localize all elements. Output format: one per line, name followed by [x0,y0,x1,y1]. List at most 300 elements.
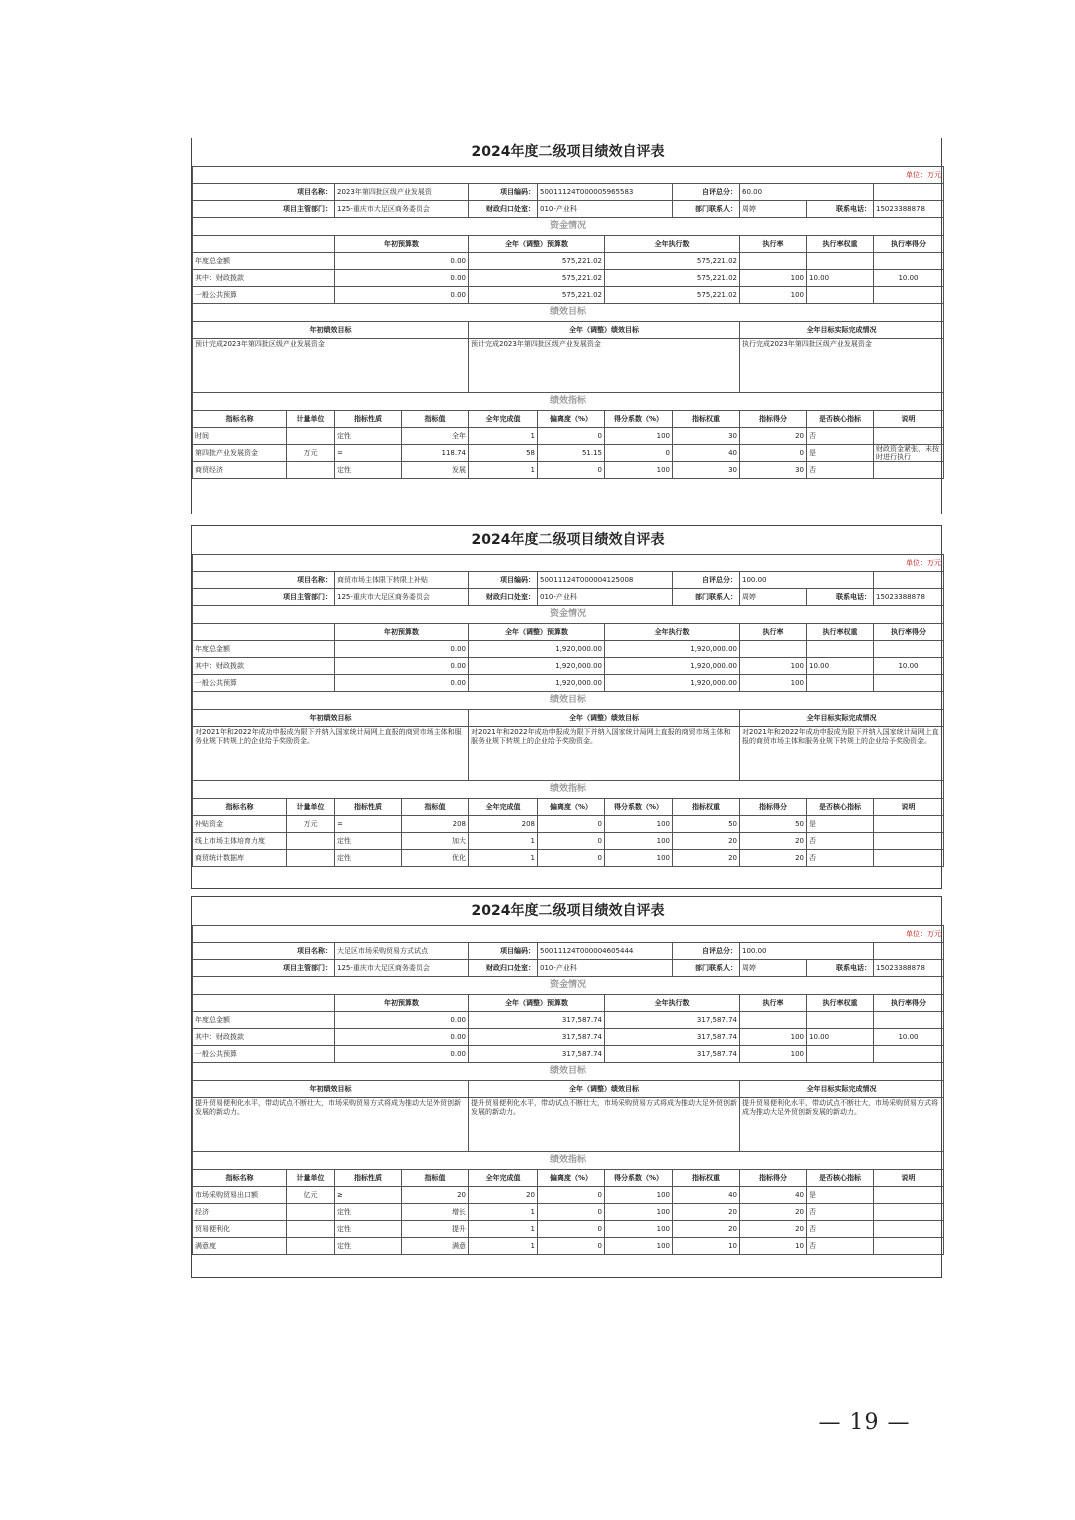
indicator-name: 第四批产业发展资金 [193,445,287,462]
funds-executed: 317,587.74 [605,1029,740,1046]
indicator-header: 说明 [874,799,944,816]
indicator-unit [287,1238,335,1255]
indicator-done: 1 [469,1221,538,1238]
project-name-label: 项目名称： [193,572,335,589]
indicator-weight: 30 [673,428,740,445]
self-score: 60.00 [740,184,874,201]
indicator-coefficient: 100 [605,462,673,479]
self-score: 100.00 [740,943,874,960]
funds-adjusted: 575,221.02 [469,253,605,270]
funds-header: 执行率得分 [874,624,944,641]
indicator-coefficient: 100 [605,1238,673,1255]
indicator-deviation: 51.15 [538,445,605,462]
indicator-weight: 20 [673,1221,740,1238]
indicator-header: 得分系数（%） [605,799,673,816]
funds-header: 执行率 [740,236,807,253]
indicator-unit [287,462,335,479]
funds-executed: 1,920,000.00 [605,658,740,675]
funds-initial: 0.00 [335,270,469,287]
indicator-header: 指标性质 [335,1170,402,1187]
indicator-header: 全年完成值 [469,1170,538,1187]
funds-header: 执行率得分 [874,995,944,1012]
indicator-row [193,1238,944,1255]
funds-rate: 100 [740,1029,807,1046]
project-code: 50011124T000005965583 [538,184,673,201]
funds-initial: 0.00 [335,1046,469,1063]
funds-header: 执行率 [740,995,807,1012]
indicator-deviation: 0 [538,850,605,867]
indicator-deviation: 0 [538,1238,605,1255]
indicator-nature: = [335,445,402,462]
unit-label: 单位：万元 [193,555,944,572]
indicator-header: 指标名称 [193,799,287,816]
funds-adjusted: 317,587.74 [469,1029,605,1046]
indicator-core: 否 [807,1238,874,1255]
goals-section-title: 绩效目标 [193,692,944,710]
funds-header: 执行率权重 [807,236,874,253]
indicator-header: 指标权重 [673,1170,740,1187]
indicator-weight: 40 [673,1187,740,1204]
indicator-done: 1 [469,833,538,850]
funds-header: 全年执行数 [605,624,740,641]
indicator-weight: 20 [673,850,740,867]
goals-header: 年初绩效目标 [193,710,469,727]
funds-initial: 0.00 [335,253,469,270]
project-code: 50011124T000004605444 [538,943,673,960]
funds-rate [740,641,807,658]
table-title: 2024年度二级项目绩效自评表 [193,897,944,926]
indicator-row [193,1221,944,1238]
dept: 125-重庆市大足区商务委员会 [335,589,469,606]
indicator-core: 否 [807,1221,874,1238]
indicator-row [193,850,944,867]
indicator-row [193,833,944,850]
indicator-core: 否 [807,850,874,867]
unit-label: 单位：万元 [193,167,944,184]
funds-adjusted: 317,587.74 [469,1012,605,1029]
funds-row-label: 其中：财政拨款 [193,658,335,675]
phone: 15023388878 [874,960,944,977]
funds-rate: 100 [740,658,807,675]
indicator-coefficient: 100 [605,850,673,867]
indicator-value: 20 [402,1187,469,1204]
indicator-note [874,1204,944,1221]
indicator-header: 指标值 [402,799,469,816]
contact-person: 周婷 [740,960,807,977]
indicator-value: 优化 [402,850,469,867]
indicator-nature: ≥ [335,1187,402,1204]
contact-person-label: 部门联系人： [673,201,740,218]
project-code: 50011124T000004125008 [538,572,673,589]
indicator-header: 得分系数（%） [605,1170,673,1187]
indicator-coefficient: 100 [605,1204,673,1221]
funds-header: 全年（调整）预算数 [469,236,605,253]
indicator-done: 1 [469,850,538,867]
funds-executed: 575,221.02 [605,270,740,287]
phone-label: 联系电话： [807,960,874,977]
empty-cell [193,995,335,1012]
indicator-coefficient: 0 [605,445,673,462]
indicator-note: 财政资金紧张，未按时进行执行 [874,445,944,462]
indicator-note [874,462,944,479]
indicator-header: 指标值 [402,411,469,428]
indicator-unit: 万元 [287,816,335,833]
indicator-coefficient: 100 [605,833,673,850]
indicator-header: 是否核心指标 [807,799,874,816]
indicator-row [193,1187,944,1204]
funds-section-title: 资金情况 [193,606,944,624]
indicator-weight: 10 [673,1238,740,1255]
indicator-score: 10 [740,1238,807,1255]
indicators-section-title: 绩效指标 [193,781,944,799]
goal-initial-text: 提升贸易便利化水平，带动试点不断壮大，市场采购贸易方式将成为推动大足外贸创新发展的新动力。 [193,1098,469,1152]
goal-completion-text: 执行完成2023年第四批区级产业发展资金 [740,339,944,393]
funds-row-label: 年度总金额 [193,1012,335,1029]
indicator-header: 计量单位 [287,411,335,428]
self-score: 100.00 [740,572,874,589]
indicator-row [193,1204,944,1221]
funds-row-label: 一般公共预算 [193,1046,335,1063]
empty-cell [874,943,944,960]
table-title: 2024年度二级项目绩效自评表 [193,138,944,167]
funds-row-label: 年度总金额 [193,641,335,658]
funds-executed: 575,221.02 [605,287,740,304]
self-score-label: 自评总分： [673,572,740,589]
contact-person: 周婷 [740,589,807,606]
indicator-value: 满意 [402,1238,469,1255]
indicator-core: 否 [807,1204,874,1221]
indicator-name: 商贸经济 [193,462,287,479]
indicator-name: 经济 [193,1204,287,1221]
indicator-unit [287,850,335,867]
indicator-name: 满意度 [193,1238,287,1255]
funds-score [874,253,944,270]
indicator-weight: 40 [673,445,740,462]
project-code-label: 项目编码： [469,184,538,201]
goal-adjusted-text: 提升贸易便利化水平，带动试点不断壮大，市场采购贸易方式将成为推动大足外贸创新发展的新动力。 [469,1098,740,1152]
funds-header: 执行率 [740,624,807,641]
indicator-score: 20 [740,850,807,867]
contact-person: 周婷 [740,201,807,218]
goals-header: 年初绩效目标 [193,1081,469,1098]
funds-header: 执行率权重 [807,624,874,641]
indicator-core: 是 [807,816,874,833]
indicator-header: 指标值 [402,1170,469,1187]
indicator-done: 20 [469,1187,538,1204]
funds-weight [807,287,874,304]
empty-cell [874,184,944,201]
funds-initial: 0.00 [335,1029,469,1046]
funds-rate: 100 [740,270,807,287]
funds-row-label: 其中：财政拨款 [193,1029,335,1046]
indicator-deviation: 0 [538,428,605,445]
contact-person-label: 部门联系人： [673,589,740,606]
indicator-value: 增长 [402,1204,469,1221]
goal-completion-text: 对2021年和2022年成功申报成为限下并纳入国家统计局网上直报的商贸市场主体和服务业规下转规上的企业给予奖励资金。 [740,727,944,781]
indicator-row [193,462,944,479]
indicator-value: 全年 [402,428,469,445]
finance-office-label: 财政归口处室： [469,201,538,218]
goal-initial-text: 对2021年和2022年成功申报成为限下并纳入国家统计局网上直报的商贸市场主体和服务业规下转规上的企业给予奖励资金。 [193,727,469,781]
funds-rate [740,1012,807,1029]
funds-score [874,1046,944,1063]
dept: 125-重庆市大足区商务委员会 [335,960,469,977]
indicator-deviation: 0 [538,462,605,479]
indicator-weight: 50 [673,816,740,833]
funds-adjusted: 1,920,000.00 [469,641,605,658]
indicator-unit [287,428,335,445]
funds-adjusted: 575,221.02 [469,287,605,304]
funds-rate: 100 [740,1046,807,1063]
indicator-coefficient: 100 [605,1221,673,1238]
funds-adjusted: 575,221.02 [469,270,605,287]
finance-office-label: 财政归口处室： [469,589,538,606]
funds-initial: 0.00 [335,658,469,675]
indicator-deviation: 0 [538,1187,605,1204]
indicator-core: 是 [807,1187,874,1204]
evaluation-table-1 [191,138,942,514]
dept-label: 项目主管部门： [193,589,335,606]
indicators-section-title: 绩效指标 [193,393,944,411]
indicator-nature: 定性 [335,1238,402,1255]
finance-office: 010-产业科 [538,201,673,218]
project-name-label: 项目名称： [193,943,335,960]
goals-header: 全年（调整）绩效目标 [469,710,740,727]
goals-section-title: 绩效目标 [193,1063,944,1081]
funds-weight: 10.00 [807,1029,874,1046]
funds-header: 年初预算数 [335,624,469,641]
indicator-coefficient: 100 [605,816,673,833]
indicator-header: 是否核心指标 [807,411,874,428]
evaluation-table [192,526,944,867]
indicator-value: 118.74 [402,445,469,462]
indicator-done: 1 [469,428,538,445]
indicator-header: 指标权重 [673,799,740,816]
table-title: 2024年度二级项目绩效自评表 [193,526,944,555]
indicator-value: 提升 [402,1221,469,1238]
indicator-note [874,1221,944,1238]
funds-rate: 100 [740,287,807,304]
indicator-core: 否 [807,833,874,850]
goal-completion-text: 提升贸易便利化水平，带动试点不断壮大，市场采购贸易方式将成为推动大足外贸创新发展的新动力。 [740,1098,944,1152]
indicator-nature: 定性 [335,1204,402,1221]
indicator-header: 偏离度（%） [538,799,605,816]
indicator-deviation: 0 [538,1221,605,1238]
phone-label: 联系电话： [807,589,874,606]
goal-adjusted-text: 对2021年和2022年成功申报成为限下并纳入国家统计局网上直报的商贸市场主体和服务业规下转规上的企业给予奖励资金。 [469,727,740,781]
funds-initial: 0.00 [335,675,469,692]
contact-person-label: 部门联系人： [673,960,740,977]
funds-header: 全年（调整）预算数 [469,624,605,641]
funds-score: 10.00 [874,270,944,287]
indicator-row [193,445,944,462]
indicator-deviation: 0 [538,833,605,850]
indicator-nature: 定性 [335,833,402,850]
indicator-header: 得分系数（%） [605,411,673,428]
funds-score [874,641,944,658]
indicator-weight: 30 [673,462,740,479]
indicator-done: 58 [469,445,538,462]
funds-initial: 0.00 [335,641,469,658]
phone-label: 联系电话： [807,201,874,218]
indicator-core: 是 [807,445,874,462]
evaluation-table-3 [191,896,942,1278]
indicator-note [874,428,944,445]
indicator-unit [287,833,335,850]
funds-row-label: 一般公共预算 [193,675,335,692]
indicator-score: 50 [740,816,807,833]
funds-adjusted: 317,587.74 [469,1046,605,1063]
indicator-header: 说明 [874,411,944,428]
finance-office-label: 财政归口处室： [469,960,538,977]
funds-rate: 100 [740,675,807,692]
funds-header: 执行率权重 [807,995,874,1012]
indicator-header: 指标得分 [740,1170,807,1187]
indicator-score: 0 [740,445,807,462]
project-name-label: 项目名称： [193,184,335,201]
indicator-header: 指标得分 [740,799,807,816]
phone: 15023388878 [874,589,944,606]
self-score-label: 自评总分： [673,184,740,201]
funds-executed: 317,587.74 [605,1012,740,1029]
indicator-note [874,1187,944,1204]
goals-header: 全年（调整）绩效目标 [469,322,740,339]
indicator-nature: 定性 [335,428,402,445]
indicator-header: 计量单位 [287,1170,335,1187]
self-score-label: 自评总分： [673,943,740,960]
funds-weight [807,253,874,270]
indicator-unit [287,1221,335,1238]
indicator-header: 指标权重 [673,411,740,428]
evaluation-table-2 [191,525,942,889]
indicator-score: 20 [740,1221,807,1238]
funds-row-label: 其中：财政拨款 [193,270,335,287]
funds-header: 全年执行数 [605,236,740,253]
indicator-done: 208 [469,816,538,833]
indicator-header: 指标性质 [335,799,402,816]
funds-executed: 1,920,000.00 [605,675,740,692]
indicator-row [193,816,944,833]
indicator-nature: = [335,816,402,833]
funds-executed: 1,920,000.00 [605,641,740,658]
goals-header: 全年目标实际完成情况 [740,1081,944,1098]
indicator-done: 1 [469,462,538,479]
dept: 125-重庆市大足区商务委员会 [335,201,469,218]
indicator-header: 说明 [874,1170,944,1187]
goal-adjusted-text: 预计完成2023年第四批区级产业发展资金 [469,339,740,393]
indicator-value: 发展 [402,462,469,479]
indicator-score: 30 [740,462,807,479]
indicator-unit: 万元 [287,445,335,462]
indicator-deviation: 0 [538,816,605,833]
empty-cell [193,624,335,641]
indicator-header: 指标名称 [193,1170,287,1187]
funds-weight: 10.00 [807,270,874,287]
funds-section-title: 资金情况 [193,977,944,995]
indicator-score: 20 [740,833,807,850]
page-number: — 19 — [818,1410,911,1435]
goals-header: 全年目标实际完成情况 [740,322,944,339]
project-code-label: 项目编码： [469,572,538,589]
indicator-note [874,1238,944,1255]
indicator-note [874,833,944,850]
indicator-header: 全年完成值 [469,411,538,428]
funds-score [874,1012,944,1029]
funds-weight [807,641,874,658]
funds-score: 10.00 [874,1029,944,1046]
indicator-note [874,850,944,867]
indicator-weight: 20 [673,1204,740,1221]
finance-office: 010-产业科 [538,589,673,606]
indicator-unit [287,1204,335,1221]
funds-header: 年初预算数 [335,236,469,253]
indicator-name: 线上市场主体培育力度 [193,833,287,850]
indicator-header: 偏离度（%） [538,1170,605,1187]
funds-row-label: 年度总金额 [193,253,335,270]
funds-header: 全年执行数 [605,995,740,1012]
indicator-header: 是否核心指标 [807,1170,874,1187]
indicator-core: 否 [807,428,874,445]
indicator-done: 1 [469,1204,538,1221]
funds-header: 年初预算数 [335,995,469,1012]
indicator-score: 20 [740,1204,807,1221]
indicator-name: 市场采购贸易出口额 [193,1187,287,1204]
indicator-nature: 定性 [335,462,402,479]
goal-initial-text: 预计完成2023年第四批区级产业发展资金 [193,339,469,393]
goals-header: 全年目标实际完成情况 [740,710,944,727]
indicator-header: 全年完成值 [469,799,538,816]
funds-section-title: 资金情况 [193,218,944,236]
funds-score [874,287,944,304]
indicator-header: 指标名称 [193,411,287,428]
goals-section-title: 绩效目标 [193,304,944,322]
indicator-coefficient: 100 [605,428,673,445]
finance-office: 010-产业科 [538,960,673,977]
evaluation-table [192,138,944,479]
indicator-header: 指标得分 [740,411,807,428]
indicator-deviation: 0 [538,1204,605,1221]
funds-initial: 0.00 [335,1012,469,1029]
indicator-value: 208 [402,816,469,833]
goals-header: 年初绩效目标 [193,322,469,339]
funds-initial: 0.00 [335,287,469,304]
indicator-value: 加大 [402,833,469,850]
funds-score [874,675,944,692]
empty-cell [874,572,944,589]
project-code-label: 项目编码： [469,943,538,960]
indicator-name: 补贴资金 [193,816,287,833]
indicator-weight: 20 [673,833,740,850]
project-name: 大足区市场采购贸易方式试点 [335,943,469,960]
indicator-nature: 定性 [335,1221,402,1238]
indicator-name: 时间 [193,428,287,445]
indicator-done: 1 [469,1238,538,1255]
indicator-header: 计量单位 [287,799,335,816]
funds-header: 执行率得分 [874,236,944,253]
indicator-note [874,816,944,833]
funds-adjusted: 1,920,000.00 [469,675,605,692]
funds-row-label: 一般公共预算 [193,287,335,304]
funds-score: 10.00 [874,658,944,675]
funds-weight: 10.00 [807,658,874,675]
funds-header: 全年（调整）预算数 [469,995,605,1012]
evaluation-table [192,897,944,1255]
indicator-name: 商贸统计数据库 [193,850,287,867]
indicator-row [193,428,944,445]
funds-weight [807,675,874,692]
indicator-coefficient: 100 [605,1187,673,1204]
funds-weight [807,1012,874,1029]
